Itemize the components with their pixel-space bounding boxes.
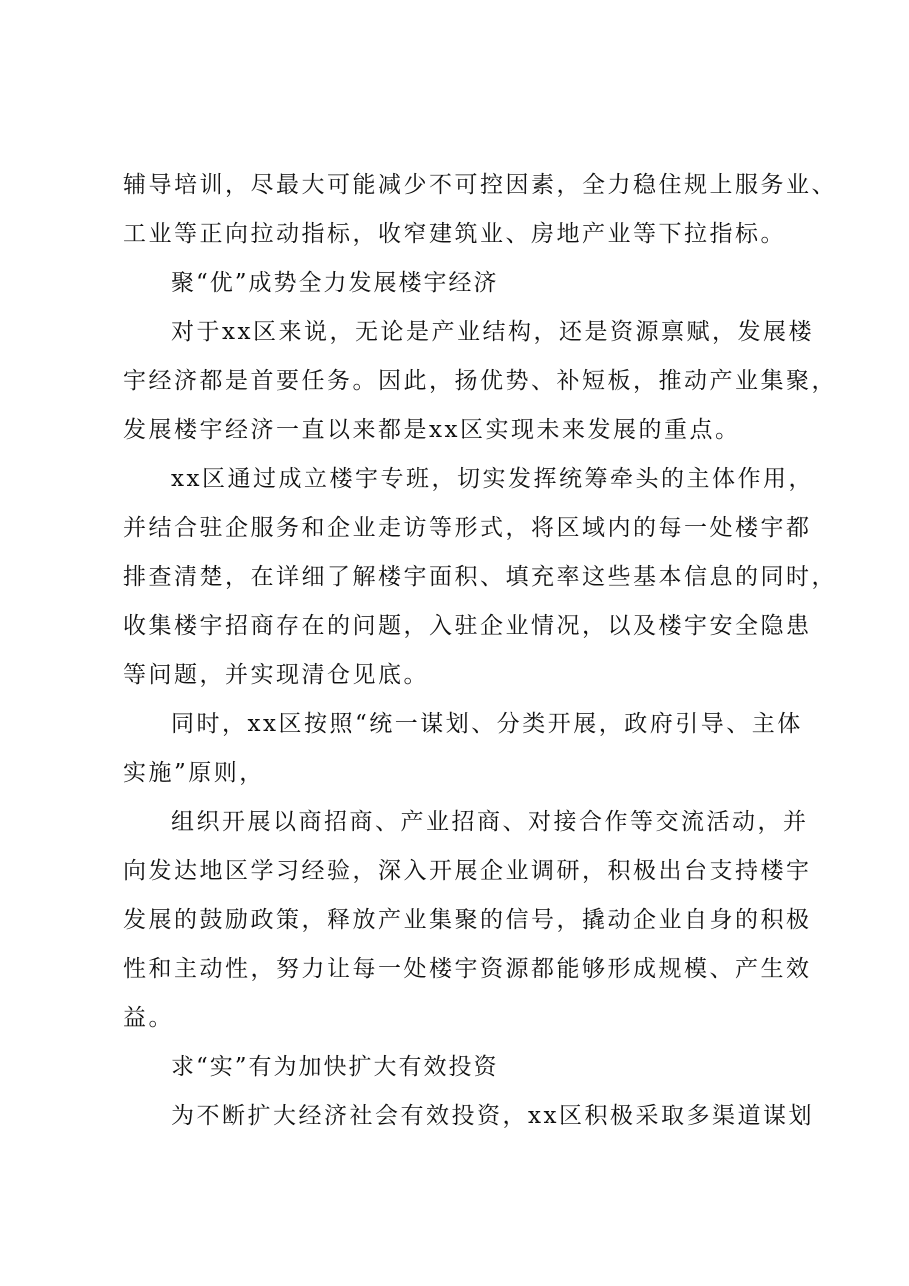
- body-text-line: 并结合驻企服务和企业走访等形式，将区域内的每一处楼宇都: [123, 515, 812, 541]
- body-text-line: 发展楼宇经济一直以来都是xx区实现未来发展的重点。: [123, 417, 741, 443]
- body-text-line: 同时，xx区按照“统一谋划、分类开展，政府引导、主体: [171, 711, 803, 737]
- body-text-line: 工业等正向拉动指标，收窄建筑业、房地产业等下拉指标。: [123, 221, 786, 247]
- body-text-line: 收集楼宇招商存在的问题，入驻企业情况，以及楼宇安全隐患: [123, 613, 812, 639]
- body-text-line: 益。: [123, 1005, 174, 1031]
- body-text-line: 辅导培训，尽最大可能减少不可控因素，全力稳住规上服务业、: [123, 172, 837, 198]
- body-text-line: 为不断扩大经济社会有效投资，xx区积极采取多渠道谋划: [171, 1103, 814, 1129]
- body-text-line: 排查清楚，在详细了解楼宇面积、填充率这些基本信息的同时，: [123, 564, 837, 590]
- section-heading: 求“实”有为加快扩大有效投资: [171, 1054, 499, 1080]
- section-heading: 聚“优”成势全力发展楼宇经济: [171, 270, 499, 296]
- body-text-line: 宇经济都是首要任务。因此，扬优势、补短板，推动产业集聚，: [123, 368, 837, 394]
- body-text-line: 向发达地区学习经验，深入开展企业调研，积极出台支持楼宇: [123, 858, 812, 884]
- body-text-line: xx区通过成立楼宇专班，切实发挥统筹牵头的主体作用，: [171, 466, 814, 492]
- body-text-line: 实施”原则，: [123, 760, 265, 786]
- body-text-line: 组织开展以商招商、产业招商、对接合作等交流活动，并: [171, 809, 809, 835]
- body-text-line: 对于xx区来说，无论是产业结构，还是资源禀赋，发展楼: [171, 319, 814, 345]
- body-text-line: 性和主动性，努力让每一处楼宇资源都能够形成规模、产生效: [123, 956, 812, 982]
- body-text-line: 发展的鼓励政策，释放产业集聚的信号，撬动企业自身的积极: [123, 907, 812, 933]
- body-text-line: 等问题，并实现清仓见底。: [123, 662, 429, 688]
